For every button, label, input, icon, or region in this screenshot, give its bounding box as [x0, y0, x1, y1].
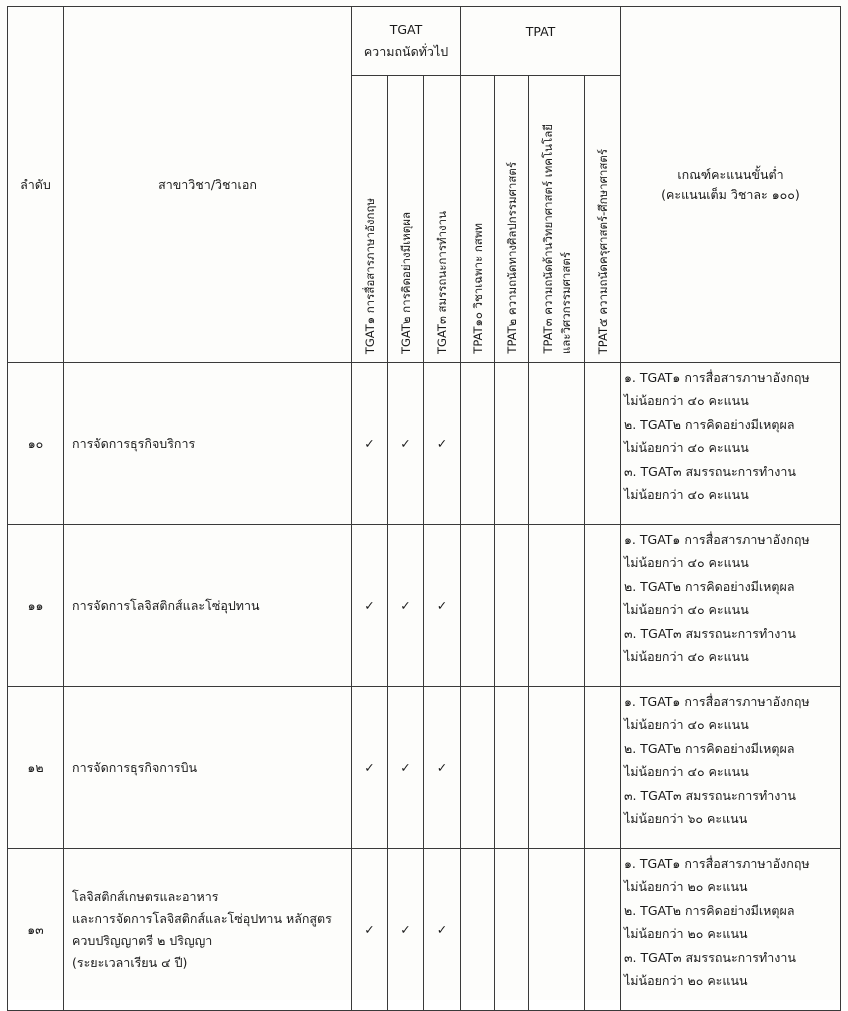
- criteria-line: ๑. TGAT๑ การสื่อสารภาษาอังกฤษ: [624, 694, 810, 709]
- major-name-line: (ระยะเวลาเรียน ๔ ปี): [72, 954, 188, 970]
- check-cell: [352, 849, 388, 1011]
- check-cell: [495, 363, 529, 525]
- table-row: [8, 525, 841, 687]
- check-mark-icon: ✓: [436, 760, 448, 775]
- criteria-line: ๒. TGAT๒ การคิดอย่างมีเหตุผล: [624, 902, 795, 918]
- check-mark-icon: ✓: [400, 598, 411, 613]
- header-col-tpat1: [461, 76, 495, 363]
- criteria-line: ๓. TGAT๓ สมรรถนะการทำงาน: [624, 787, 796, 803]
- check-cell: [495, 849, 529, 1011]
- table-row: [8, 363, 841, 525]
- header-col-tpat5-label: TPAT๕ ความถนัดครุศาสตร์-ศึกษาศาสตร์: [595, 148, 610, 354]
- criteria-line: ๑. TGAT๑ การสื่อสารภาษาอังกฤษ: [624, 856, 810, 871]
- table-row: [8, 687, 841, 849]
- check-cell: [529, 849, 585, 1011]
- criteria-line: ๒. TGAT๒ การคิดอย่างมีเหตุผล: [624, 740, 795, 756]
- header-col-tgat2-label: TGAT๒ การคิดอย่างมีเหตุผล: [398, 212, 413, 354]
- check-cell: [424, 687, 461, 849]
- criteria-line: ไม่น้อยกว่า ๔๐ คะแนน: [624, 487, 749, 503]
- major-name-line: การจัดการโลจิสติกส์และโซ่อุปทาน: [72, 597, 260, 613]
- check-cell: [495, 525, 529, 687]
- criteria-cell: [621, 849, 841, 1011]
- check-cell: [529, 525, 585, 687]
- row-number: ๑๐: [8, 363, 64, 525]
- criteria-line: ๒. TGAT๒ การคิดอย่างมีเหตุผล: [624, 578, 795, 594]
- check-cell: [529, 687, 585, 849]
- header-col-tpat1-label: TPAT๑๐ วิชาเฉพาะ กสพท: [470, 223, 485, 354]
- admission-criteria-table: [7, 6, 841, 1011]
- criteria-line: ไม่น้อยกว่า ๖๐ คะแนน: [624, 811, 748, 827]
- criteria-cell: [621, 525, 841, 687]
- row-number: ๑๒: [8, 687, 64, 849]
- header-col-tpat3-label-b: และวิศวกรรมศาสตร์: [558, 251, 573, 354]
- check-cell: [388, 363, 424, 525]
- check-cell: [388, 687, 424, 849]
- criteria-line: ๑. TGAT๑ การสื่อสารภาษาอังกฤษ: [624, 532, 810, 547]
- check-mark-icon: ✓: [436, 436, 448, 451]
- criteria-cell: [621, 687, 841, 849]
- check-mark-icon: ✓: [364, 922, 375, 937]
- criteria-line: ๑. TGAT๑ การสื่อสารภาษาอังกฤษ: [624, 370, 810, 385]
- header-col-tpat5: [585, 76, 621, 363]
- row-major-name: [64, 363, 352, 525]
- check-cell: [424, 363, 461, 525]
- check-cell: [461, 687, 495, 849]
- criteria-line: ไม่น้อยกว่า ๒๐ คะแนน: [624, 973, 748, 989]
- check-cell: [352, 363, 388, 525]
- check-cell: [461, 849, 495, 1011]
- check-cell: [585, 687, 621, 849]
- table-row: [8, 849, 841, 1011]
- row-major-name: [64, 849, 352, 1011]
- check-cell: [352, 687, 388, 849]
- check-cell: [424, 525, 461, 687]
- header-major: สาขาวิชา/วิชาเอก: [64, 7, 352, 363]
- header-col-tgat3-label: TGAT๓ สมรรถนะการทำงาน: [435, 211, 449, 354]
- header-criteria-line2: (คะแนนเต็ม วิชาละ ๑๐๐): [661, 186, 800, 202]
- row-number: ๑๑: [8, 525, 64, 687]
- header-order: ลำดับ: [8, 7, 64, 363]
- header-tpat: TPAT: [461, 7, 621, 76]
- check-mark-icon: ✓: [436, 598, 448, 613]
- criteria-line: ไม่น้อยกว่า ๒๐ คะแนน: [624, 879, 748, 895]
- major-name-line: การจัดการธุรกิจการบิน: [72, 759, 198, 775]
- header-criteria: [621, 7, 841, 363]
- criteria-line: ๓. TGAT๓ สมรรถนะการทำงาน: [624, 625, 796, 641]
- criteria-line: ไม่น้อยกว่า ๔๐ คะแนน: [624, 764, 749, 780]
- header-col-tgat3: [424, 76, 461, 363]
- row-major-name: [64, 525, 352, 687]
- check-cell: [529, 363, 585, 525]
- check-cell: [461, 363, 495, 525]
- header-col-tgat1: [352, 76, 388, 363]
- header-col-tpat2-label: TPAT๒ ความถนัดทางศิลปกรรมศาสตร์: [504, 162, 519, 354]
- header-tgat-subtitle: ความถนัดทั่วไป: [363, 44, 449, 59]
- check-cell: [585, 363, 621, 525]
- criteria-line: ๒. TGAT๒ การคิดอย่างมีเหตุผล: [624, 416, 795, 432]
- check-cell: [388, 525, 424, 687]
- check-mark-icon: ✓: [364, 598, 375, 613]
- criteria-line: ไม่น้อยกว่า ๔๐ คะแนน: [624, 393, 749, 409]
- criteria-line: ไม่น้อยกว่า ๔๐ คะแนน: [624, 649, 749, 665]
- check-mark-icon: ✓: [400, 760, 411, 775]
- criteria-line: ๓. TGAT๓ สมรรถนะการทำงาน: [624, 463, 796, 479]
- major-name-line: การจัดการธุรกิจบริการ: [72, 435, 196, 451]
- criteria-line: ไม่น้อยกว่า ๔๐ คะแนน: [624, 555, 749, 571]
- criteria-line: ไม่น้อยกว่า ๔๐ คะแนน: [624, 440, 749, 456]
- check-cell: [585, 849, 621, 1011]
- header-col-tgat2: [388, 76, 424, 363]
- check-cell: [461, 525, 495, 687]
- criteria-line: ๓. TGAT๓ สมรรถนะการทำงาน: [624, 949, 796, 965]
- criteria-line: ไม่น้อยกว่า ๒๐ คะแนน: [624, 926, 748, 942]
- criteria-cell: [621, 363, 841, 525]
- criteria-line: ไม่น้อยกว่า ๔๐ คะแนน: [624, 602, 749, 618]
- row-number: ๑๓: [8, 849, 64, 1011]
- check-cell: [352, 525, 388, 687]
- criteria-line: ไม่น้อยกว่า ๔๐ คะแนน: [624, 717, 749, 733]
- header-criteria-line1: เกณฑ์คะแนนขั้นต่ำ: [677, 166, 784, 182]
- header-col-tpat2: [495, 76, 529, 363]
- check-mark-icon: ✓: [436, 922, 448, 937]
- header-tgat: [352, 7, 461, 76]
- major-name-line: และการจัดการโลจิสติกส์และโซ่อุปทาน หลักสูตร: [72, 910, 332, 926]
- header-col-tpat3: [529, 76, 585, 363]
- check-cell: [388, 849, 424, 1011]
- check-mark-icon: ✓: [400, 922, 411, 937]
- major-name-line: ควบปริญญาตรี ๒ ปริญญา: [72, 932, 213, 948]
- check-mark-icon: ✓: [364, 760, 375, 775]
- check-cell: [495, 687, 529, 849]
- header-tgat-title: TGAT: [389, 22, 423, 37]
- check-mark-icon: ✓: [364, 436, 375, 451]
- row-major-name: [64, 687, 352, 849]
- check-cell: [424, 849, 461, 1011]
- header-col-tpat3-label-a: TPAT๓ ความถนัดด้านวิทยาศาสตร์ เทคโนโลยี: [540, 124, 555, 354]
- header-col-tgat1-label: TGAT๑ การสื่อสารภาษาอังกฤษ: [362, 197, 377, 354]
- check-cell: [585, 525, 621, 687]
- check-mark-icon: ✓: [400, 436, 411, 451]
- major-name-line: โลจิสติกส์เกษตรและอาหาร: [72, 888, 219, 904]
